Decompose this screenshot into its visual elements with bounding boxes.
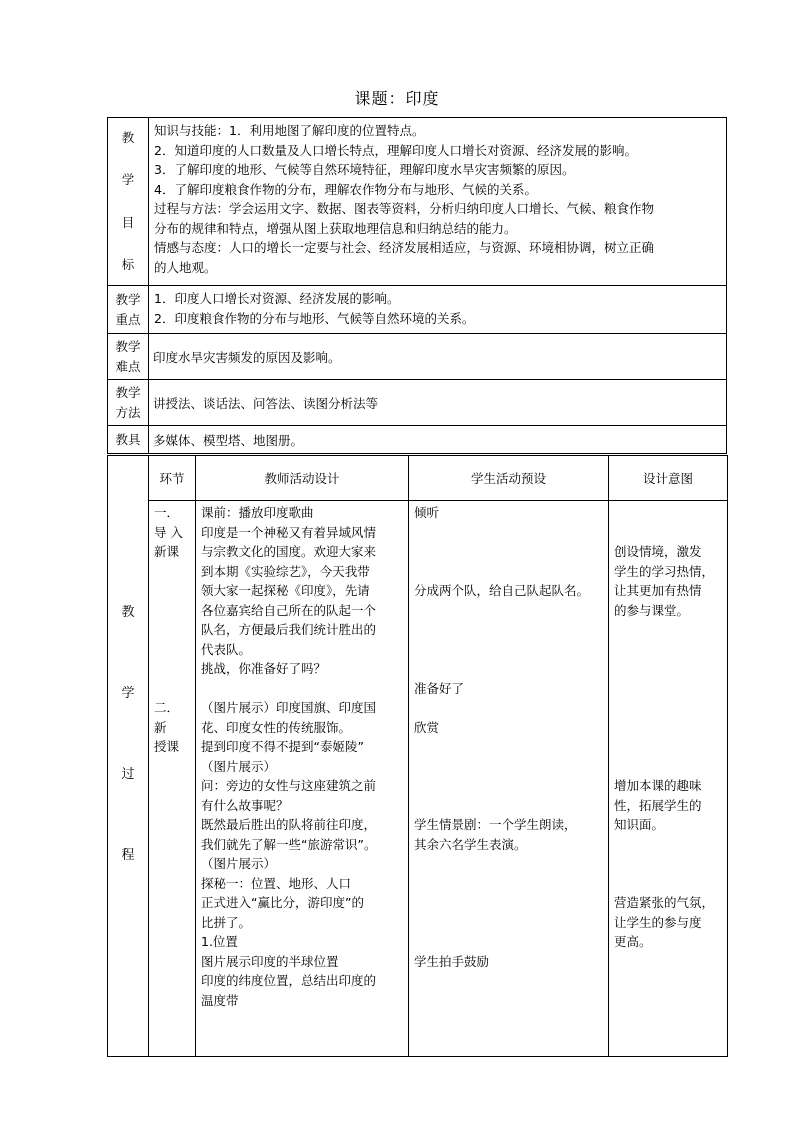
teacher-line: 1.位置 [201, 934, 238, 949]
intent-line [614, 620, 722, 640]
header-stage: 环节 [149, 456, 196, 501]
student-line [414, 542, 603, 562]
teacher-line: 正式进入“赢比分，游印度”的 [201, 895, 364, 910]
objective-line: 3．了解印度的地形、气候等自然环境特征，理解印度水旱灾害频繁的原因。 [154, 162, 575, 177]
intent-line [614, 854, 722, 874]
methods-label-top: 教学 [115, 384, 141, 400]
teacher-line: 图片展示印度的半球位置 [201, 953, 339, 969]
objectives-label [108, 118, 149, 286]
intent-line: 创设情境，激发 [614, 544, 702, 559]
teacher-line: 温度带 [201, 992, 239, 1008]
process-table [107, 455, 728, 1057]
intent-line: 营造紧张的气氛， [614, 895, 715, 910]
intent-line: 学生的学习热情， [614, 563, 715, 579]
stage-line [154, 562, 190, 582]
key-points-label [108, 286, 149, 334]
student-line [414, 757, 603, 777]
teacher-line: （图片展示） [201, 856, 277, 871]
stage-column [149, 501, 196, 1057]
intent-line: 让学生的参与度 [614, 914, 702, 930]
student-line [414, 698, 603, 718]
teacher-column [196, 501, 409, 1057]
teacher-line: 花、印度女性的传统服饰。 [201, 719, 352, 735]
intent-line [614, 757, 722, 777]
difficulty-label-top: 教学 [115, 338, 141, 354]
objectives-label-char: 教 [121, 129, 135, 145]
intent-line: 让其更加有热情 [614, 583, 702, 598]
teacher-line: 与宗教文化的国度。欢迎大家来 [201, 544, 377, 559]
student-column [409, 501, 609, 1057]
header-student: 学生活动预设 [409, 456, 609, 501]
student-line: 学生情景剧：一个学生朗读， [414, 817, 577, 832]
teacher-line: 课前：播放印度歌曲 [201, 505, 314, 520]
difficulty-content: 印度水旱灾害频发的原因及影响。 [149, 334, 727, 380]
objective-line: 2．知道印度的人口数量及人口增长特点，理解印度人口增长对资源、经济发展的影响。 [154, 142, 637, 158]
student-line [414, 737, 603, 757]
stage-line [154, 601, 190, 621]
student-line [414, 913, 603, 933]
student-line [414, 562, 603, 582]
objectives-label-char: 标 [121, 257, 135, 273]
teacher-line [201, 679, 403, 699]
teacher-line: 提到印度不得不提到“泰姬陵” [201, 739, 364, 754]
key-point-line: 1．印度人口增长对资源、经济发展的影响。 [154, 291, 400, 306]
student-line [414, 601, 603, 621]
tools-content: 多媒体、模型塔、地图册。 [149, 426, 727, 454]
teacher-line: 比拼了。 [201, 914, 252, 930]
stage-line [154, 679, 190, 699]
objective-line: 情感与态度：人口的增长一定要与社会、经济发展相适应，与资源、环境相协调，树立正确 [154, 240, 655, 255]
student-line [414, 776, 603, 796]
process-side-char: 教 [121, 605, 135, 620]
objective-line: 分布的规律和特点，增强从图上获取地理信息和归纳总结的能力。 [154, 220, 517, 236]
student-line: 分成两个队，给自己队起队名。 [414, 583, 590, 598]
stage-line [154, 640, 190, 660]
intent-line [614, 835, 722, 855]
objectives-table [107, 117, 727, 454]
teacher-line: 我们就先了解一些“旅游常识”。 [201, 836, 377, 852]
teacher-line: 印度是一个神秘又有着异域风情 [201, 524, 377, 540]
intent-line [614, 737, 722, 757]
objectives-content [149, 118, 727, 286]
stage-line: 导 入 [154, 524, 183, 540]
student-line [414, 874, 603, 894]
stage-line: 新课 [154, 544, 180, 559]
intent-line [614, 523, 722, 543]
student-line [414, 620, 603, 640]
teacher-line: 既然最后胜出的队将前往印度， [201, 817, 377, 832]
page-title: 课题：印度 [354, 89, 440, 108]
teacher-line: 有什么故事呢？ [201, 797, 289, 813]
tools-label: 教具 [108, 426, 149, 454]
teacher-line: 代表队。 [201, 641, 252, 657]
stage-line [154, 581, 190, 601]
student-line [414, 893, 603, 913]
student-line: 准备好了 [414, 680, 465, 696]
process-side-char: 程 [121, 848, 135, 863]
teacher-line: 到本期《实验综艺》，今天我带 [201, 563, 370, 579]
stage-line [154, 659, 190, 679]
key-points-label-bottom: 重点 [115, 311, 141, 327]
difficulty-label [108, 334, 149, 380]
teacher-line: 领大家一起探秘《印度》，先请 [201, 583, 370, 598]
stage-line: 二．新 [154, 700, 180, 735]
stage-line: 授课 [154, 739, 180, 754]
student-line [414, 640, 603, 660]
methods-label [108, 380, 149, 426]
intent-line: 性，拓展学生的 [614, 797, 702, 813]
intent-line [614, 874, 722, 894]
student-line [414, 659, 603, 679]
teacher-line: （图片展示）印度国旗、印度国 [201, 700, 377, 715]
key-points-content [149, 286, 727, 334]
objective-line: 4．了解印度粮食作物的分布，理解农作物分布与地形、气候的关系。 [154, 181, 537, 197]
key-points-label-top: 教学 [115, 291, 141, 307]
methods-label-bottom: 方法 [115, 404, 141, 420]
objective-line: 知识与技能：1．利用地图了解印度的位置特点。 [154, 123, 425, 138]
intent-line [614, 640, 722, 660]
objective-line: 过程与方法：学会运用文字、数据、图表等资料，分析归纳印度人口增长、气候、粮食作物 [154, 201, 655, 216]
header-teacher: 教师活动设计 [196, 456, 409, 501]
intent-line: 知识面。 [614, 817, 665, 832]
process-side-label [108, 456, 149, 1057]
student-line [414, 796, 603, 816]
stage-line [154, 620, 190, 640]
objective-line: 的人地观。 [154, 259, 217, 275]
intent-line [614, 503, 722, 523]
intent-line: 更高。 [614, 934, 652, 949]
student-line: 学生拍手鼓励 [414, 953, 490, 969]
teacher-line: 各位嘉宾给自己所在的队起一个 [201, 602, 377, 618]
student-line [414, 854, 603, 874]
methods-content: 讲授法、谈话法、问答法、读图分析法等 [149, 380, 727, 426]
intent-line [614, 679, 722, 699]
header-intent: 设计意图 [609, 456, 728, 501]
objectives-label-char: 目 [121, 214, 135, 230]
student-line [414, 932, 603, 952]
student-line: 欣赏 [414, 719, 440, 735]
student-line: 其余六名学生表演。 [414, 836, 527, 852]
key-point-line: 2．印度粮食作物的分布与地形、气候等自然环境的关系。 [154, 310, 475, 326]
student-line: 倾听 [414, 505, 440, 520]
stage-line: 一． [154, 505, 180, 520]
teacher-line: （图片展示） [201, 758, 277, 774]
intent-line: 增加本课的趣味 [614, 778, 702, 793]
teacher-line: 队名，方便最后我们统计胜出的 [201, 622, 377, 637]
teacher-line: 挑战，你准备好了吗？ [201, 661, 327, 676]
intent-line [614, 718, 722, 738]
intent-column [609, 501, 728, 1057]
process-side-char: 过 [121, 767, 135, 782]
intent-line [614, 659, 722, 679]
teacher-line: 印度的纬度位置，总结出印度的 [201, 973, 377, 988]
teacher-line: 问：旁边的女性与这座建筑之前 [201, 778, 377, 793]
process-side-char: 学 [121, 686, 135, 701]
teacher-line: 探秘一：位置、地形、人口 [201, 875, 352, 891]
intent-line [614, 698, 722, 718]
difficulty-label-bottom: 难点 [115, 358, 141, 374]
intent-line: 的参与课堂。 [614, 602, 690, 618]
student-line [414, 523, 603, 543]
objectives-label-char: 学 [121, 172, 135, 188]
